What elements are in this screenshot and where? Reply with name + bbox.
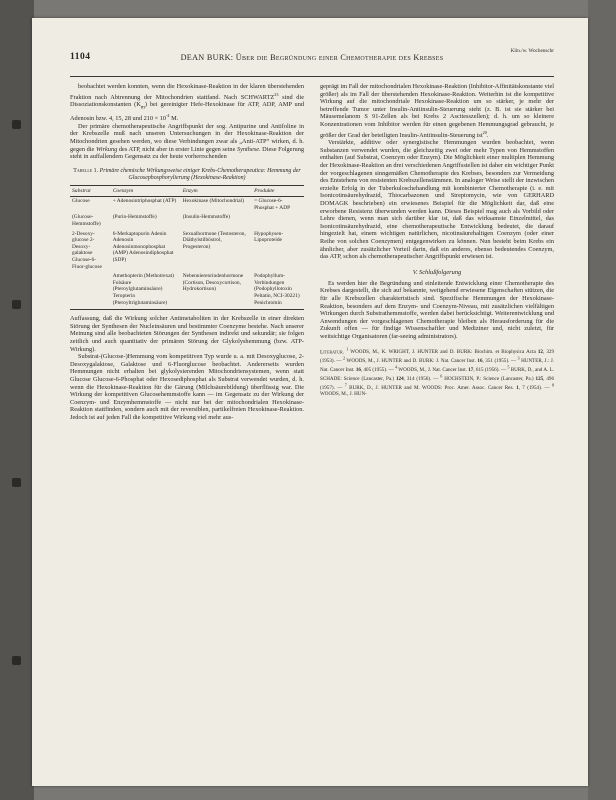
page-right-edge bbox=[588, 0, 616, 800]
binding-strip bbox=[0, 0, 34, 800]
table-body bbox=[70, 196, 304, 309]
cell-coenzym: Amethopterin (Methotrexat) Folsäure (Pteroylglutaminsäure) Teropterin (Pteroyltriglutaminsäure) bbox=[111, 272, 181, 310]
journal-mark: Klin./w. Wochenschr bbox=[510, 48, 554, 54]
references-text: $^1$ WOODS, M., K. WRIGHT, J. HUNTER and D. BURK: Biochim. et Biophysica Acta 12, 329 (1953). — $^2$ WOODS, M., J. HUNTER and D. BURK: J. Nat. Cancer Inst. 16, 351 (1955). — $^3$ HUNTER, J.: J. Nat. Cancer Inst. 16, 405 (1955). — $^4$ WOODS, M., J. Nat. Cancer Inst. 17, 615 (1956). — $^5$ BURK, D., and A. L. SCHADE: Science (Lancaster, Pa.) 124, 314 (1956). — $^6$ HOCHSTEIN, P.: Science (Lancaster, Pa.) 125, 496 (1957). — $^7$ BURK, D., J. HUNTER and M. WOODS: Proc. Amer. Assoc. Cancer Res. 1, 7 (1954). — $^8$ WOODS, M., J. HUN- bbox=[320, 346, 555, 398]
table-row bbox=[70, 229, 304, 272]
cell-substrat: (Glucose-Hemmstoffe) bbox=[72, 214, 101, 228]
references-block bbox=[320, 347, 554, 398]
document-sheet bbox=[32, 18, 588, 786]
table-header-row bbox=[70, 186, 304, 197]
table-row bbox=[70, 213, 304, 229]
header-rule bbox=[70, 76, 554, 77]
right-column bbox=[320, 83, 554, 422]
cell-substrat: Glucose bbox=[72, 198, 90, 205]
paragraph: beobachtet werden konnten, wenn die Hexokinase-Reaktion in der klaren überstehenden Fraktion nach Abtrennung der Mitochondrien stattfand. Nach SCHWARTZ$^{23}$ sind die Dissoziationskonstanten $(K_m)$ bei gereinigter Hefe-Hexokinase für ATP, ADP, AMP und Adenosin bzw. 4, 15, 28 und $210 \times 10^{-4}$ M. bbox=[70, 83, 305, 123]
paragraph: Verstärkte, additive oder synergistische Hemmungen wurden beobachtet, wenn Substanzen verwendet wurden, die gleichzeitig zwei oder mehr Typen von Hemmstoffen enthalten (auf Substrat, Coenzym oder Enzym). Die Möglichkeit einer multiplen Hemmung der Hexokinase-Reaktion an drei verschiedenen Angriffsstellen ist daher ein wichtiger Punkt der vorgeschlagenen sinngemäßen Chemotherapie des Krebses, besonders zur Vermeidung des Entstehens von resistenten Krebszellenstämmen. In analoger Weise stellt der inzwischen erzielte Erfolg in der Tuberkuloschehandlung mit kombinierter Chemotherapie (i. e. mit Isonicotinsäurehydrazid, Thiocarbazonen und Streptomycin, wie von GERHARD DOMAGK beschrieben) ein erwiesenes Beispiel für die Möglichkeit dar, daß eine erworbene Resistenz überwunden werden kann. Dieses Beispiel mag auch als Vorbild oder Lehre dienen, wenn man sich darüber klar ist, daß das wirksamste Einzelmittel, das Isonicotinsäurehydrazid, eine chemotherapeutische Entwicklung bedeutet, die darauf hingezielt hat, einem wichtigen natürlichen, nicotinsäurehaltigen Coenzym (oder einer Reihe von solchen Coenzymen) entgegenwirken zu können. Nun besteht beim Krebs ein ähnlicher, aber zusätzlicher Vorteil darin, daß ein anderes, ebenso bedeutendes Coenzym, das ATP, schon als chemotherapeutischer Angriffspunkt erwiesen ist. bbox=[320, 139, 554, 261]
cell-produkte: Podophyllum-Verbindungen (Podophyllotoxin Peltatin, NCI-30221) Penichromin bbox=[252, 272, 304, 310]
cell-produkte: = Glucose-6-Phosphat + ADP bbox=[254, 198, 291, 211]
cell-coenzym: + Adenosintriphosphat (ATP) bbox=[112, 198, 177, 205]
paragraph-conclusion: Es werden hier die Begründung und einleitende Entwicklung einer Chemotherapie des Krebses dargestellt, die sich auf bekannte, weitgehend erwiesene Eigenschaften stützen, die für alle Krebszellen charakteristisch sind. Spezifische Hemmungen der Hexokinase-Reaktion, besonders auf dem Enzym- und Coenzym-Niveau, mit zusätzlichen vielfältigen Wirkungen durch Substrathemmstoffe, werden dabei berücksichtigt. Weiterentwicklung und Anwendungen der vorgeschlagenen Chemotherapie bleiben als Herausforderung für die Zukunft offen — für findige Wissenschaftler und Mediziner und, nicht zuletzt, für weitsichtige Organisatoren (far-seeing administrators). bbox=[320, 279, 554, 340]
chemotherapeutics-table bbox=[70, 185, 304, 310]
column-header-coenzym: Coenzym bbox=[111, 186, 181, 197]
table-row bbox=[70, 196, 304, 213]
paragraph: geprägt im Fall der mitochondrialen Hexokinase-Reaktion (Inhibitor-Affinitätskonstante viel größer) als im Fall der überstehenden Hexokinase-Reaktion. Weiterhin ist die kompetitive Wirkung auf die mitochondriale Hexokinase-Reaktion um so stärker, je mehr der betreffende Tumor unter Insulin-Antiinsulin-Steuerung steht (z. B. ist sie stärker bei Mäusemelanom S 91-Zellen als bei Krebs 2 Ascitesszellen); d. h. um so kleinere Konzentrationen vom Inhibitor werden für einen gegebenen Hemmungsgrad gebraucht, je größer der Grad der beteiligten Insulin-Antiinsulin-Steuerung ist$^{20}$. bbox=[320, 83, 554, 139]
binding-hole bbox=[12, 120, 21, 129]
cell-enzym: Hexokinase (Mitochondrial) bbox=[182, 198, 244, 205]
binding-hole bbox=[12, 300, 21, 309]
paragraph: Auffassung, daß die Wirkung solcher Antimetaboliten in der Krebszelle in einer direkten Störung der Synthesen der Nucleinsäuren und bestimmter Coenzyme bestehe. Nach unserer Meinung sind alle beobachteten Störungen der Synthesen indirekt und sekundär; sie folgen zeitlich und auch quantitativ der primären Störung der Glykolyshemmung (bzw. ATP-Wirkung). bbox=[70, 315, 304, 353]
cell-substrat: 2-Desoxy-glucose 2-Desoxy-galaktose Glucose-6-Fluor-glucose bbox=[72, 230, 102, 270]
cell-enzym: Sexualhormone (Testosteron, Diäthylstilböstrol, Progesteron) bbox=[182, 230, 246, 250]
references-heading: Literatur. bbox=[320, 349, 344, 356]
page-header bbox=[70, 48, 554, 74]
folio-number: 1104 bbox=[70, 52, 91, 62]
paragraph: Substrat-(Glucose-)Hemmung vom kompetitiven Typ wurde u. a. mit Desoxyglucose, 2-Desoxygalaktose, Galaktose und 6-Fluorglucose beobachtet. Andererseits wurden Hemmungen nicht erhalten bei glykolysierenden Mitochondriensystemen, wenn statt Glucose Glucose-6-Phosphat oder Hexosediphosphat als Substrat verwendet wurden, d. h. wenn die Hexokinase-Reaktion für die Gärung (Milchsäurebildung) überflüssig war. Die Wirkung der kompetitiven Glucosehemmstoffe kann — im Gegensatz zu der Wirkung der Coenzym- und Enzymhemmstoffe — nicht nur bei der mitochondrialen Hexokinase-Reaktion stattfinden, sondern auch mit der reversiblen, partikelfreien Hexokinase-Reaktion. Jedoch ist auf jeden Fall die kompetitive Wirkung viel mehr aus- bbox=[70, 353, 304, 421]
column-header-enzym: Enzym bbox=[181, 186, 252, 197]
table-title: Primäre chemische Wirkungsweise einiger Krebs-Chemotherapeutica: Hemmung der Glucosephosphorylierung (Hexokinase-Reaktion) bbox=[99, 167, 301, 181]
left-column bbox=[70, 83, 304, 422]
running-head: DEAN BURK: Über die Begründung einer Chemotherapie des Krebses bbox=[180, 53, 444, 62]
binding-hole bbox=[12, 478, 21, 487]
table-label: Tabelle 1. bbox=[73, 167, 99, 174]
column-header-produkte: Produkte bbox=[252, 186, 304, 197]
table-caption bbox=[70, 168, 304, 182]
cell-substrat bbox=[70, 272, 111, 310]
table-row bbox=[70, 272, 304, 310]
paragraph: Der primäre chemotherapeutische Angriffspunkt der sog. Antipurine und Antifoline in der Krebszelle muß nach unseren Untersuchungen in der Hexokinase-Reaktion der Mitochondrien gesehen werden, wo diese Verbindungen zwar als „Anti-ATP“ wirken, d. h. gegen die Wirkung des ATP, nicht aber in erster Linie gegen seine Synthese. Diese Folgerung steht in auffallendem Gegensatz zu der heute vorherrschenden bbox=[70, 122, 304, 161]
cell-coenzym: (Purin-Hemmstoffe) bbox=[112, 214, 157, 221]
cell-enzym: (Insulin-Hemmstoffe) bbox=[182, 214, 230, 221]
section-heading: V. Schlußfolgerung bbox=[412, 268, 462, 276]
cell-enzym: Nebennierenrindenhormone (Cortison, Desoxycortison, Hydrokortison) bbox=[181, 272, 252, 310]
two-column-body bbox=[70, 83, 554, 422]
binding-hole bbox=[12, 656, 21, 665]
cell-coenzym: 6-Merkaptopurin Adenin Adenosin Adenosinmonophosphat (AMP) Adenosindiphosphat (SDP) bbox=[112, 230, 174, 264]
column-header-substrat: Substrat bbox=[70, 186, 111, 197]
cell-produkte: Hypophysen-Lipoproteide bbox=[254, 230, 284, 244]
cell-produkte bbox=[252, 213, 304, 229]
document-content bbox=[70, 48, 555, 764]
